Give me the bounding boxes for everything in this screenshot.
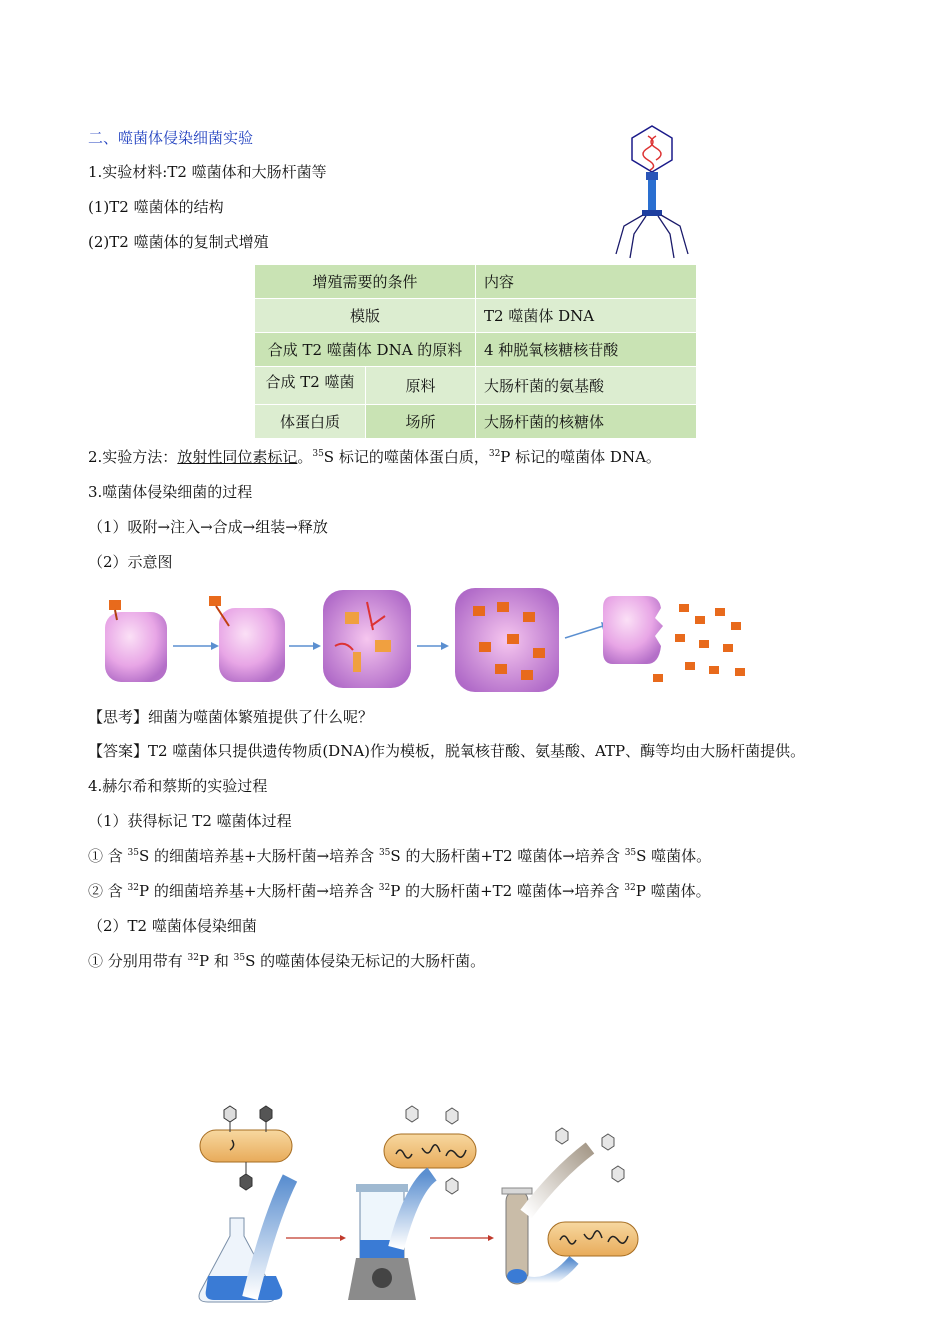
superscript: 35 (312, 449, 324, 459)
step-text: S 的噬菌体侵染无标记的大肠杆菌。 (245, 952, 486, 970)
table-header-content: 内容 (476, 265, 697, 299)
text-diagram-label: （2）示意图 (88, 553, 173, 571)
step-text: P 的细菌培养基+大肠杆菌→培养含 (139, 882, 379, 900)
superscript: 32 (488, 449, 501, 459)
step-text: P 和 (199, 952, 234, 970)
text-experiment-title: 4.赫尔希和蔡斯的实验过程 (88, 777, 268, 795)
step-text: S 的细菌培养基+大肠杆菌→培养含 (139, 847, 379, 865)
bacterium-cell (105, 612, 167, 682)
table-cell: 合成 T2 噬菌体 DNA 的原料 (255, 333, 476, 367)
superscript: 32 (127, 883, 139, 893)
bacterium-icon (200, 1130, 292, 1162)
text-method (88, 447, 661, 467)
superscript: 35 (624, 848, 637, 858)
table-cell: 4 种脱氧核糖核苷酸 (476, 333, 697, 367)
lysed-bacterium-cell (603, 596, 663, 664)
text-materials: 1.实验材料:T2 噬菌体和大肠杆菌等 (88, 163, 327, 181)
text-process-title: 3.噬菌体侵染细菌的过程 (88, 483, 253, 501)
text-labeling-title: （1）获得标记 T2 噬菌体过程 (88, 812, 292, 830)
bacterium-cell (219, 608, 285, 682)
step-text: P 的大肠杆菌+T2 噬菌体→培养含 (390, 882, 625, 900)
superscript: 35 (378, 848, 391, 858)
section-heading: 二、噬菌体侵染细菌实验 (88, 129, 254, 147)
table-cell: 原料 (366, 367, 476, 405)
text-step-s35 (88, 846, 711, 866)
phage-structure-figure (610, 122, 694, 262)
method-text: S 标记的噬菌体蛋白质， (323, 448, 489, 466)
text-process-steps: （1）吸附→注入→合成→组装→释放 (88, 518, 328, 536)
table-header-condition: 增殖需要的条件 (255, 265, 476, 299)
superscript: 35 (127, 848, 139, 858)
infection-process-diagram (95, 582, 755, 697)
text-step-p32 (88, 881, 711, 901)
text-answer: 【答案】T2 噬菌体只提供遗传物质(DNA)作为模板，脱氧核苷酸、氨基酸、ATP、酶等均由大肠杆菌提供。 (88, 742, 806, 760)
bacterium-icon (548, 1222, 638, 1256)
hershey-chase-figure (190, 1098, 650, 1310)
table-cell: 模版 (255, 299, 476, 333)
step-text: ① 分别用带有 (88, 952, 188, 970)
text-structure: (1)T2 噬菌体的结构 (88, 198, 224, 216)
superscript: 35 (233, 953, 246, 963)
text-infection-title: （2）T2 噬菌体侵染细菌 (88, 917, 257, 935)
upward-arrow-icon (526, 1148, 590, 1214)
table-cell: T2 噬菌体 DNA (476, 299, 697, 333)
table-cell: 大肠杆菌的核糖体 (476, 405, 697, 439)
table-cell: 场所 (366, 405, 476, 439)
method-prefix: 2.实验方法： (88, 448, 178, 466)
step-text: S 噬菌体。 (636, 847, 712, 865)
superscript: 32 (187, 953, 199, 963)
step-text: P 噬菌体。 (635, 882, 711, 900)
step-text: S 的大肠杆菌+T2 噬菌体→培养含 (390, 847, 625, 865)
arrow-icon (526, 1260, 574, 1283)
method-text: P 标记的噬菌体 DNA。 (500, 448, 661, 466)
replication-table (254, 264, 697, 439)
text-replication: (2)T2 噬菌体的复制式增殖 (88, 233, 269, 251)
table-cell: 体蛋白质 (255, 405, 366, 439)
step-text: ② 含 (88, 882, 128, 900)
text-think: 【思考】细菌为噬菌体繁殖提供了什么呢？ (88, 708, 374, 726)
table-cell: 大肠杆菌的氨基酸 (476, 367, 697, 405)
table-cell: 合成 T2 噬菌 (255, 367, 366, 405)
released-phages-icon (653, 604, 745, 682)
arrow-icon (565, 626, 603, 638)
text-step-infect (88, 951, 485, 971)
method-text: 。 (297, 448, 313, 466)
superscript: 32 (624, 883, 636, 893)
superscript: 32 (378, 883, 391, 893)
method-underlined: 放射性同位素标记 (177, 448, 298, 466)
step-text: ① 含 (88, 847, 128, 865)
